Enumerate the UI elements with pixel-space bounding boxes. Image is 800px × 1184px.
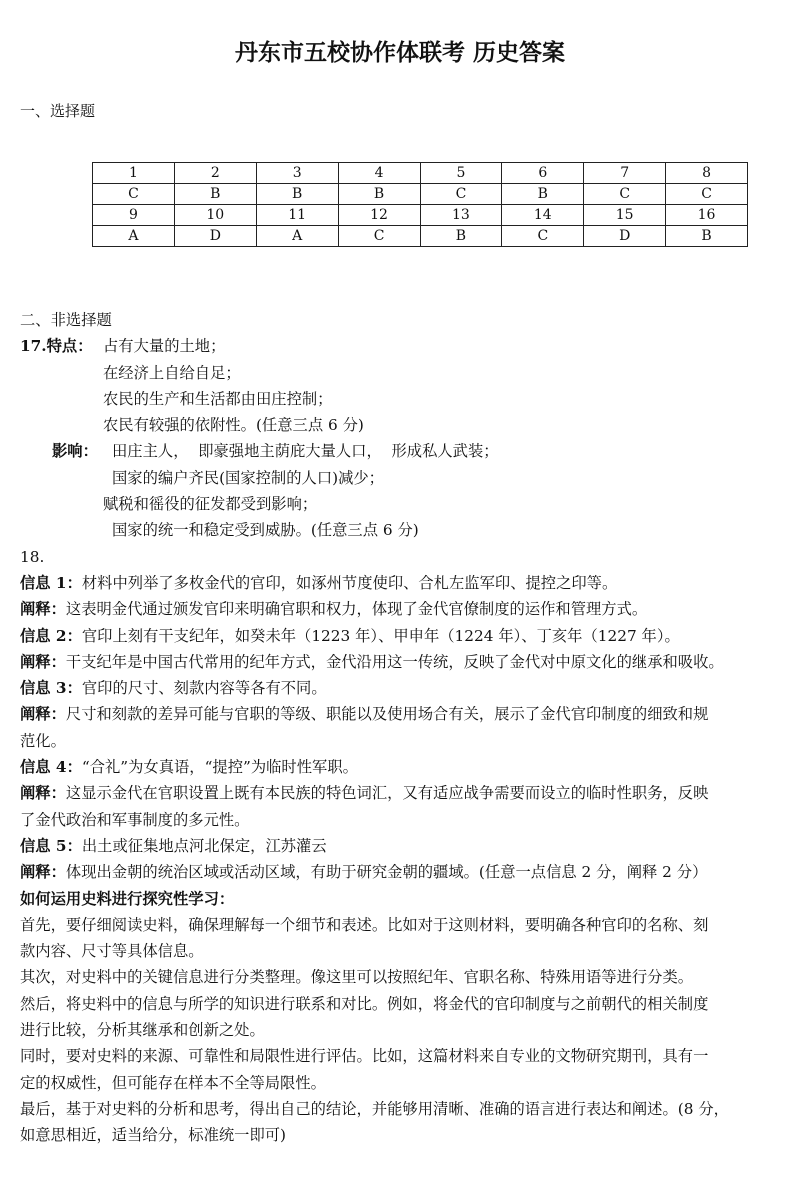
item-label: 信息 3： (20, 679, 82, 698)
q18-label: 18. (20, 547, 45, 566)
item-label: 阐释： (20, 600, 66, 619)
item-label: 阐释： (20, 863, 66, 882)
table-cell: 1 (93, 163, 175, 184)
item-label: 阐释： (20, 784, 66, 803)
table-cell: 13 (420, 205, 502, 226)
table-cell: D (174, 226, 256, 247)
item-text: 了金代政治和军事制度的多元性。 (20, 810, 250, 829)
item-label: 信息 4： (20, 758, 82, 777)
table-cell: C (502, 226, 584, 247)
method-line: 然后，将史料中的信息与所学的知识进行联系和对比。例如，将金代的官印制度与之前朝代的相关制度 (20, 994, 709, 1013)
table-cell: C (93, 184, 175, 205)
table-cell: 9 (93, 205, 175, 226)
table-cell: C (666, 184, 748, 205)
table-cell: 6 (502, 163, 584, 184)
item-label: 信息 5： (20, 836, 82, 855)
q17-impact: 国家的统一和稳定受到威胁。(任意三点 6 分) (112, 521, 419, 540)
q17-feature: 在经济上自给自足； (103, 363, 241, 382)
method-line: 最后，基于对史料的分析和思考，得出自己的结论，并能够用清晰、准确的语言进行表达和阐述。(8 分， (20, 1099, 729, 1118)
item-label: 阐释： (20, 705, 66, 724)
table-cell: 10 (174, 205, 256, 226)
table-cell: 11 (256, 205, 338, 226)
table-cell: A (256, 226, 338, 247)
item-text: 干支纪年是中国古代常用的纪年方式，金代沿用这一传统，反映了金代对中原文化的继承和吸收。 (65, 652, 724, 671)
method-line: 其次，对史料中的关键信息进行分类整理。像这里可以按照纪年、官职名称、特殊用语等进行分类。 (20, 968, 694, 987)
table-row (93, 205, 748, 226)
item-text: 这显示金代在官职设置上既有本民族的特色词汇，又有适应战争需要而设立的临时性职务，反映 (65, 784, 709, 803)
q17-impact-label: 影响： (52, 442, 98, 461)
item-text: 出土或征集地点河北保定，江苏灌云 (81, 836, 327, 855)
method-line: 款内容、尺寸等具体信息。 (20, 942, 204, 961)
method-line: 同时，要对史料的来源、可靠性和局限性进行评估。比如，这篇材料来自专业的文物研究期刊，具有一 (20, 1047, 709, 1066)
q17-feature: 农民的生产和生活都由田庄控制； (103, 389, 333, 408)
item-label: 信息 2： (20, 626, 82, 645)
q17-label: 17.特点： (20, 337, 93, 356)
table-cell: B (420, 226, 502, 247)
table-cell: 3 (256, 163, 338, 184)
table-cell: 7 (584, 163, 666, 184)
page-title: 丹东市五校协作体联考 历史答案 (234, 39, 565, 66)
table-cell: B (666, 226, 748, 247)
section-heading-nonchoice: 二、非选择题 (20, 311, 112, 329)
item-label: 阐释： (20, 652, 66, 671)
method-heading: 如何运用史料进行探究性学习： (20, 889, 235, 908)
table-cell: 16 (666, 205, 748, 226)
item-text: 体现出金朝的统治区域或活动区域，有助于研究金朝的疆域。(任意一点信息 2 分，阐释 2 分） (65, 863, 708, 882)
table-cell: 4 (338, 163, 420, 184)
q17-impact: 田庄主人， 即豪强地主荫庇大量人口， 形成私人武装； (112, 442, 499, 461)
table-cell: 2 (174, 163, 256, 184)
table-cell: 15 (584, 205, 666, 226)
q17-feature: 占有大量的土地； (103, 337, 226, 356)
table-cell: C (584, 184, 666, 205)
q17-impact: 国家的编户齐民(国家控制的人口)减少； (112, 468, 384, 487)
item-text: 这表明金代通过颁发官印来明确官职和权力，体现了金代官僚制度的运作和管理方式。 (65, 600, 648, 619)
table-cell: 14 (502, 205, 584, 226)
table-cell: D (584, 226, 666, 247)
table-cell: B (256, 184, 338, 205)
table-cell: 8 (666, 163, 748, 184)
method-line: 如意思相近，适当给分，标准统一即可) (20, 1126, 287, 1145)
item-text: 范化。 (20, 731, 66, 750)
table-cell: B (174, 184, 256, 205)
item-text: 材料中列举了多枚金代的官印，如涿州节度使印、合札左监军印、提控之印等。 (81, 573, 618, 592)
method-line: 首先，要仔细阅读史料，确保理解每一个细节和表述。比如对于这则材料，要明确各种官印的名称、刻 (20, 915, 709, 934)
item-text: 尺寸和刻款的差异可能与官职的等级、职能以及使用场合有关，展示了金代官印制度的细致和规 (65, 705, 709, 724)
item-text: 官印的尺寸、刻款内容等各有不同。 (81, 679, 327, 698)
table-cell: B (338, 184, 420, 205)
table-cell: C (420, 184, 502, 205)
item-text: “合礼”为女真语，“提控”为临时性军职。 (81, 758, 358, 777)
table-row (93, 163, 748, 184)
q17-feature: 农民有较强的依附性。(任意三点 6 分) (103, 416, 364, 435)
table-cell: B (502, 184, 584, 205)
method-line: 定的权威性，但可能存在样本不全等局限性。 (20, 1073, 326, 1092)
table-cell: 12 (338, 205, 420, 226)
item-label: 信息 1： (20, 573, 82, 592)
table-cell: A (93, 226, 175, 247)
answers-table (92, 162, 748, 247)
table-cell: 5 (420, 163, 502, 184)
q17-impact: 赋税和徭役的征发都受到影响； (103, 495, 318, 514)
section-heading-choice: 一、选择题 (20, 102, 96, 120)
item-text: 官印上刻有干支纪年，如癸未年（1223 年）、甲申年（1224 年）、丁亥年（1227 年）。 (81, 626, 680, 645)
table-row (93, 226, 748, 247)
table-row (93, 184, 748, 205)
answer-body (20, 307, 790, 1149)
method-line: 进行比较，分析其继承和创新之处。 (20, 1021, 265, 1040)
table-cell: C (338, 226, 420, 247)
